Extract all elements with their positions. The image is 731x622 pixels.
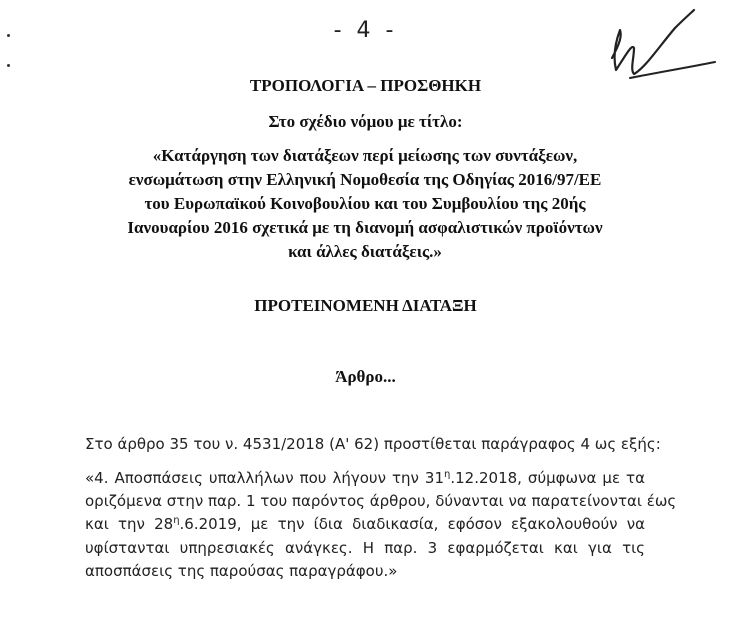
amendment-line: αποσπάσεις της παρούσας παραγράφου.» [85,561,398,580]
amendment-line: υφίστανται υπηρεσιακές ανάγκες. Η παρ. 3 εφαρμόζεται και για τις [85,538,645,557]
bill-title-line: «Κατάργηση των διατάξεων περί μείωσης των συντάξεων, [152,146,578,165]
heading-bill: Στο σχέδιο νόμου με τίτλο: [268,112,463,131]
bill-title-line: Ιανουαρίου 2016 σχετικά με τη διανομή ασφαλιστικών προϊόντων [127,218,603,237]
heading-proposed-provision: ΠΡΟΤΕΙΝΟΜΕΝΗ ΔΙΑΤΑΞΗ [254,296,477,315]
article-heading: Άρθρο... [335,367,396,386]
bill-title-line: του Ευρωπαϊκού Κοινοβουλίου και του Συμβουλίου της 20ής [144,194,586,213]
bill-title-line: ενσωμάτωση στην Ελληνική Νομοθεσία της Οδηγίας 2016/97/ΕΕ [128,170,602,189]
margin-mark [7,64,10,67]
amendment-text [85,467,677,583]
page-number: - 4 - [333,18,398,43]
heading-amendment: ΤΡΟΠΟΛΟΓΙΑ – ΠΡΟΣΘΗΚΗ [249,76,482,95]
margin-mark [7,34,10,37]
amendment-line: και την $28^\eta.6.2019$, με την ίδια διαδικασία, εφόσον εξακολουθούν να [85,515,646,534]
amendment-line: «4. Αποσπάσεις υπαλλήλων που λήγουν την $31^\eta.12.2018$, σύμφωνα με τα [85,469,645,487]
bill-title [60,144,670,264]
bill-title-line: και άλλες διατάξεις.» [288,242,442,261]
intro-paragraph: Στο άρθρο 35 του ν. 4531/2018 (Α' 62) προστίθεται παράγραφος 4 ως εξής: [85,435,661,453]
amendment-line: οριζόμενα στην παρ. 1 του παρόντος άρθρου, δύνανται να παρατείνονται έως [85,492,677,511]
